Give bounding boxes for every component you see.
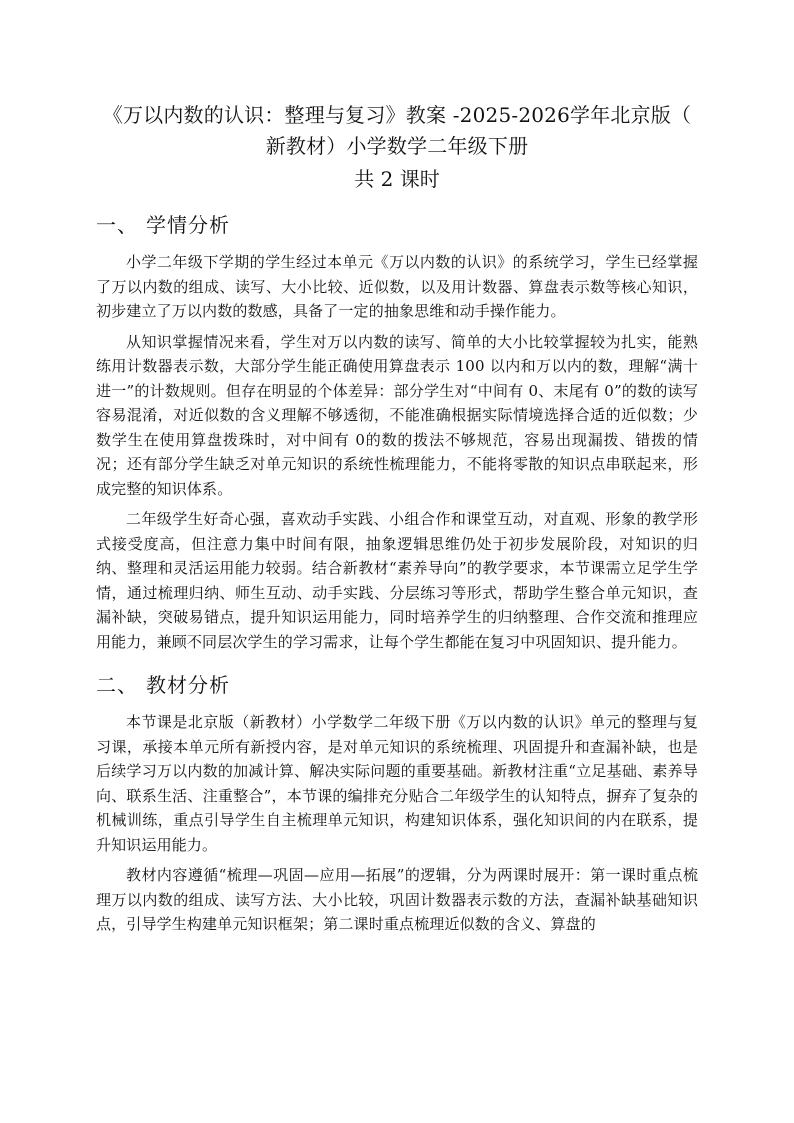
paragraph: 二年级学生好奇心强，喜欢动手实践、小组合作和课堂互动，对直观、形象的教学形式接受度高，但注意力集中时间有限，抽象逻辑思维仍处于初步发展阶段，对知识的归纳、整理和灵活运用能力较弱。结合新教材“素养导向”的教学要求，本节课需立足学生学情，通过梳理归纳、师生互动、动手实践、分层练习等形式，帮助学生整合单元知识，查漏补缺，突破易错点，提升知识运用能力，同时培养学生的归纳整理、合作交流和推理应用能力，兼顾不同层次学生的学习需求，让每个学生都能在复习中巩固知识、提升能力。 bbox=[96, 510, 698, 651]
section-number: 一、 bbox=[96, 213, 138, 237]
document-title-line-1: 《万以内数的认识：整理与复习》教案 -2025-2026学年北京版（ bbox=[102, 103, 692, 127]
section-title: 教材分析 bbox=[146, 673, 230, 697]
paragraph: 小学二年级下学期的学生经过本单元《万以内数的认识》的系统学习，学生已经掌握了万以内数的组成、读写、大小比较、近似数，以及用计数器、算盘表示数等核心知识，初步建立了万以内数的数感，具备了一定的抽象思维和动手操作能力。 bbox=[96, 253, 698, 320]
paragraph: 从知识掌握情况来看，学生对万以内数的读写、简单的大小比较掌握较为扎实，能熟练用计数器表示数，大部分学生能正确使用算盘表示 100 以内和万以内的数，理解“满十进一”的计数规则。但存在明显的个体差异：部分学生对“中间有 0、末尾有 0”的数的读写容易混淆，对近似数的含义理解不够透彻，不能准确根据实际情境选择合适的近似数；少数学生在使用算盘拨珠时，对中间有 0的数的拨法不够规范，容易出现漏拨、错拨的情况；还有部分学生缺乏对单元知识的系统性梳理能力，不能将零散的知识点串联起来，形成完整的知识体系。 bbox=[96, 332, 698, 498]
section-heading bbox=[96, 670, 698, 700]
title-block bbox=[96, 100, 698, 196]
document-subtitle: 共 2 课时 bbox=[354, 167, 440, 191]
paragraph: 本节课是北京版（新教材）小学数学二年级下册《万以内数的认识》单元的整理与复习课，承接本单元所有新授内容，是对单元知识的系统梳理、巩固提升和查漏补缺，也是后续学习万以内数的加减计算、解决实际问题的重要基础。新教材注重“立足基础、素养导向、联系生活、注重整合”，本节课的编排充分贴合二年级学生的认知特点，摒弃了复杂的机械训练，重点引导学生自主梳理单元知识，构建知识体系，强化知识间的内在联系，提升知识运用能力。 bbox=[96, 713, 698, 854]
paragraph: 教材内容遵循“梳理—巩固—应用—拓展”的逻辑，分为两课时展开：第一课时重点梳理万以内数的组成、读写方法、大小比较，巩固计数器表示数的方法，查漏补缺基础知识点，引导学生构建单元知识框架；第二课时重点梳理近似数的含义、算盘的 bbox=[96, 866, 698, 933]
section-number: 二、 bbox=[96, 673, 138, 697]
section-heading bbox=[96, 210, 698, 240]
document-title-line-2: 新教材）小学数学二年级下册 bbox=[265, 134, 529, 158]
section-title: 学情分析 bbox=[146, 213, 230, 237]
section-learning-analysis bbox=[96, 210, 698, 654]
section-textbook-analysis bbox=[96, 670, 698, 937]
